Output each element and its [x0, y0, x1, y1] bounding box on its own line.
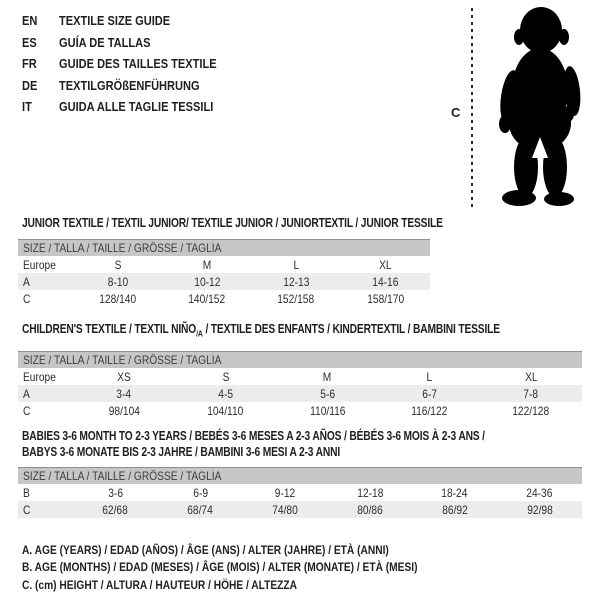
title-subscript: /A: [196, 328, 203, 339]
language-code: ES: [22, 34, 37, 50]
table-cell: L: [293, 257, 299, 272]
table-cell: 8-10: [107, 274, 128, 289]
table-cell: 6-7: [421, 386, 437, 401]
language-code: DE: [22, 77, 38, 93]
table-cell: 80/86: [357, 502, 383, 517]
children-size-table: [18, 351, 582, 419]
legend-note-c: C. (cm) HEIGHT / ALTURA / HAUTEUR / HÖHE / ALTEZZA: [22, 577, 298, 592]
table-row: [18, 501, 582, 518]
language-title: TEXTILGRÖßENFÜHRUNG: [59, 77, 200, 93]
table-cell: 14-16: [372, 274, 399, 289]
table-cell: S: [222, 369, 230, 384]
children-section-title: CHILDREN'S TEXTILE / TEXTIL $NIÑO_{/A}$ / TEXTILE DES ENFANTS / KINDERTEXTIL / BAMBINI TESSILE: [22, 322, 500, 339]
size-header-row: SIZE / TALLA / TAILLE / GRÖSSE / TAGLIA: [18, 239, 430, 256]
table-cell: 122/128: [512, 403, 550, 418]
table-row: [18, 290, 430, 307]
language-row: [22, 96, 244, 118]
table-cell: M: [323, 369, 332, 384]
row-label: A: [23, 386, 30, 401]
table-cell: L: [426, 369, 433, 384]
table-cell: 3-6: [108, 485, 123, 500]
language-title: GUÍA DE TALLAS: [59, 34, 151, 50]
table-row: [18, 402, 582, 419]
table-cell: 92/98: [526, 502, 553, 517]
table-cell: 5-6: [320, 386, 335, 401]
babies-size-table: [18, 467, 582, 518]
legend-note-b: B. AGE (MONTHS) / EDAD (MESES) / ÂGE (MOIS) / ALTER (MONATE) / ETÀ (MESI): [22, 560, 418, 575]
table-cell: 128/140: [99, 291, 137, 306]
row-label: C: [23, 291, 31, 306]
table-cell: 62/68: [102, 502, 129, 517]
size-header-row: SIZE / TALLA / TAILLE / GRÖSSE / TAGLIA: [18, 467, 582, 484]
height-measure-label: C: [451, 105, 461, 120]
language-title: GUIDA ALLE TAGLIE TESSILI: [59, 99, 214, 115]
table-cell: 68/74: [187, 502, 213, 517]
table-cell: 7-8: [523, 386, 539, 401]
table-row: [18, 273, 430, 290]
table-cell: 24-36: [526, 485, 553, 500]
language-title: TEXTILE SIZE GUIDE: [59, 13, 171, 29]
row-label: A: [23, 274, 30, 289]
table-cell: XL: [379, 257, 392, 272]
size-header-row: SIZE / TALLA / TAILLE / GRÖSSE / TAGLIA: [18, 351, 582, 368]
table-cell: 4-5: [218, 386, 234, 401]
table-cell: M: [202, 257, 212, 272]
table-cell: 10-12: [193, 274, 220, 289]
language-row: [22, 32, 244, 54]
junior-size-table: [18, 239, 430, 307]
language-code: FR: [22, 56, 37, 72]
junior-section-title: JUNIOR TEXTILE / TEXTIL JUNIOR/ TEXTILE JUNIOR / JUNIORTEXTIL / JUNIOR TESSILE: [22, 216, 443, 230]
table-row: [18, 256, 430, 273]
language-row: [22, 75, 244, 97]
language-code: EN: [22, 13, 38, 29]
row-label: Europe: [23, 257, 56, 272]
table-row: [18, 385, 582, 402]
table-cell: 86/92: [441, 502, 468, 517]
row-label: C: [23, 403, 31, 418]
language-title-block: [22, 10, 244, 118]
table-cell: 140/152: [188, 291, 226, 306]
table-row: [18, 368, 582, 385]
language-row: [22, 53, 244, 75]
table-cell: 12-13: [283, 274, 310, 289]
legend-note-a: A. AGE (YEARS) / EDAD (AÑOS) / ÂGE (ANS) / ALTER (JAHRE) / ETÀ (ANNI): [22, 542, 389, 557]
table-row: [18, 484, 582, 501]
language-title: GUIDE DES TAILLES TEXTILE: [59, 56, 217, 72]
row-label: B: [23, 485, 30, 500]
table-cell: 110/116: [309, 403, 346, 418]
legend-notes: [22, 541, 487, 594]
row-label: C: [23, 502, 31, 517]
row-label: Europe: [23, 369, 56, 384]
table-cell: 6-9: [192, 485, 208, 500]
babies-section-title: BABIES 3-6 MONTH TO 2-3 YEARS / BEBÉS 3-6 MESES A 2-3 AÑOS / BÉBÉS 3-6 MOIS À 2-3 ANS / BABYS 3-6 MONATE BIS 2-3 JAHRE / BAMBINI 3-6 MESI A 2-3 ANNI: [22, 429, 485, 459]
table-cell: 152/158: [277, 291, 315, 306]
table-cell: 3-4: [116, 386, 132, 401]
language-row: [22, 10, 244, 32]
table-cell: 104/110: [207, 403, 244, 418]
height-measure-line: [470, 8, 474, 212]
table-cell: 9-12: [274, 485, 296, 500]
table-cell: 18-24: [441, 485, 468, 500]
table-cell: 116/122: [411, 403, 448, 418]
baby-silhouette-icon: [483, 5, 595, 215]
table-cell: 158/170: [366, 291, 404, 306]
table-cell: XL: [524, 369, 538, 384]
language-code: IT: [22, 99, 32, 115]
table-cell: S: [114, 257, 122, 272]
table-cell: 74/80: [272, 502, 298, 517]
table-cell: 12-18: [356, 485, 383, 500]
table-cell: XS: [117, 369, 131, 384]
table-cell: 98/104: [108, 403, 140, 418]
